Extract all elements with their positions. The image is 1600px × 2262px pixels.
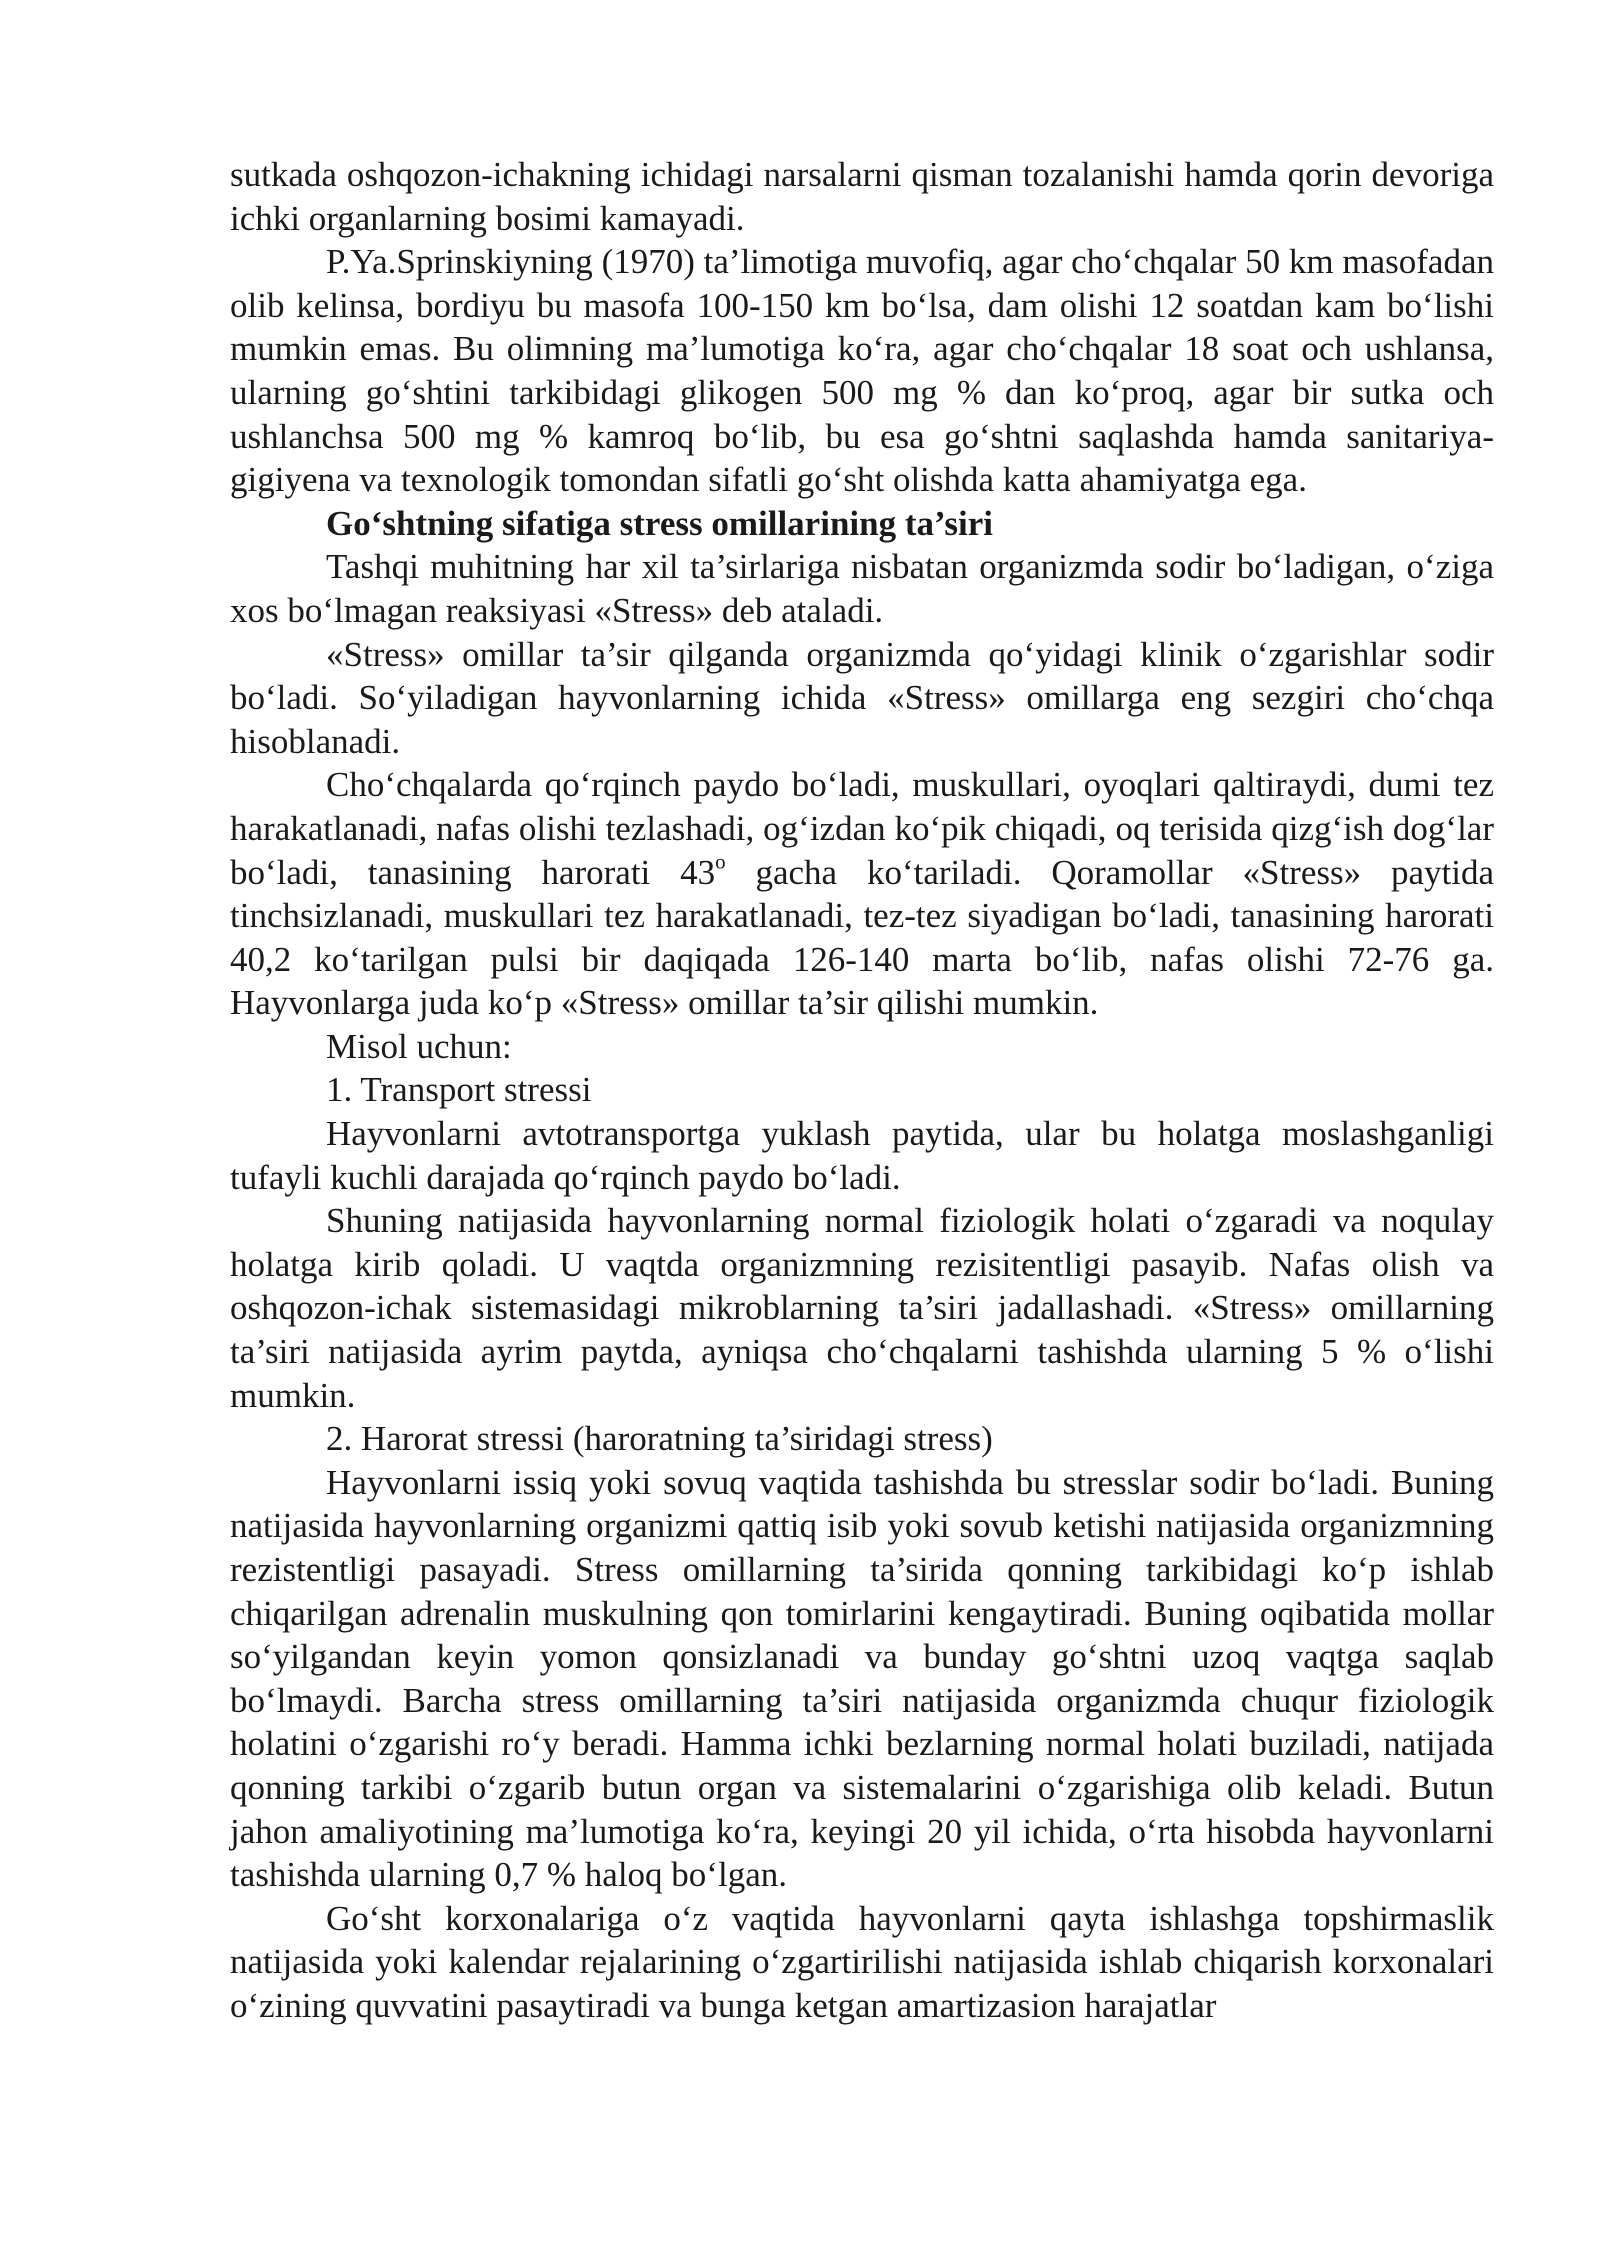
section-heading-stress: Go‘shtning sifatiga stress omillarining ta’siri xyxy=(326,503,993,543)
document-page xyxy=(230,153,1494,2028)
paragraph-continuation: sutkada oshqozon-ichakning ichidagi narsalarni qisman tozalanishi hamda qorin devoriga ichki organlarning bosimi kamayadi. xyxy=(230,155,1494,238)
paragraph-transport-effects: Shuning natijasida hayvonlarning normal fiziologik holati o‘zgaradi va noqulay holatga kirib qoladi. U vaqtda organizmning rezisitentligi pasayib. Nafas olish va oshqozon-ichak sistemasidagi mikroblarning ta’siri jadallashadi. «Stress» omillarning ta’siri natijasida ayrim paytda, ayniqsa cho‘chqalarni tashishda ularning 5 % o‘lishi mumkin. xyxy=(230,1201,1494,1415)
list-item-transport-stress: 1. Transport stressi xyxy=(326,1070,592,1110)
degree-superscript: o xyxy=(715,848,726,873)
paragraph-meat-plants: Go‘sht korxonalariga o‘z vaqtida hayvonlarni qayta ishlashga topshirmaslik natijasida yoki kalendar rejalarining o‘zgartirilishi natijasida ishlab chiqarish korxonalari o‘zining quvvatini pasaytiradi va bunga ketgan amartizasion harajatlar xyxy=(230,1898,1494,2025)
paragraph-temperature-effects: Hayvonlarni issiq yoki sovuq vaqtida tashishda bu stresslar sodir bo‘ladi. Buning natijasida hayvonlarning organizmi qattiq isib yoki sovub ketishi natijasida organizmning rezistentligi pasayadi. Stress omillarning ta’sirida qonning tarkibidagi ko‘p ishlab chiqarilgan adrenalin muskulning qon tomirlarini kengaytiradi. Buning oqibatida mollar so‘yilgandan keyin yomon qonsizlanadi va bunday go‘shtni uzoq vaqtga saqlab bo‘lmaydi. Barcha stress omillarning ta’siri natijasida organizmda chuqur fiziologik holatini o‘zgarishi ro‘y beradi. Hamma ichki bezlarning normal holati buziladi, natijada qonning tarkibi o‘zgarib butun organ va sistemalarini o‘zgarishiga olib keladi. Butun jahon amaliyotining ma’lumotiga ko‘ra, keyingi 20 yil ichida, o‘rta hisobda hayvonlarni tashishda ularning 0,7 % haloq bo‘lgan. xyxy=(230,1462,1494,1895)
paragraph-transport-loading: Hayvonlarni avtotransportga yuklash paytida, ular bu holatga moslashganligi tufayli kuchli darajada qo‘rqinch paydo bo‘ladi. xyxy=(230,1114,1494,1197)
list-item-temperature-stress: 2. Harorat stressi (haroratning ta’siridagi stress) xyxy=(326,1419,993,1459)
paragraph-pig-symptoms xyxy=(230,763,1494,1025)
paragraph-sprinskiy: P.Ya.Sprinskiyning (1970) ta’limotiga muvofiq, agar cho‘chqalar 50 km masofadan olib kelinsa, bordiyu bu masofa 100-150 km bo‘lsa, dam olishi 12 soatdan kam bo‘lishi mumkin emas. Bu olimning ma’lumotiga ko‘ra, agar cho‘chqalar 18 soat och ushlansa, ularning go‘shtini tarkibidagi glikogen 500 mg % dan ko‘proq, agar bir sutka och ushlanchsa 500 mg % kamroq bo‘lib, bu esa go‘shtni saqlashda hamda sanitariya-gigiyena va texnologik tomondan sifatli go‘sht olishda katta ahamiyatga ega. xyxy=(230,242,1494,500)
paragraph-stress-definition: Tashqi muhitning har xil ta’sirlariga nisbatan organizmda sodir bo‘ladigan, o‘ziga xos bo‘lmagan reaksiyasi «Stress» deb ataladi. xyxy=(230,547,1494,630)
paragraph-stress-clinical: «Stress» omillar ta’sir qilganda organizmda qo‘yidagi klinik o‘zgarishlar sodir bo‘ladi. So‘yiladigan hayvonlarning ichida «Stress» omillarga eng sezgiri cho‘chqa hisoblanadi. xyxy=(230,634,1494,761)
paragraph-example-intro: Misol uchun: xyxy=(326,1026,512,1066)
paragraph-pig-symptoms-part2: gacha ko‘tariladi. Qoramollar «Stress» paytida tinchsizlanadi, muskullari tez harakatlanadi, tez-tez siyadigan bo‘ladi, tanasining harorati 40,2 ko‘tarilgan pulsi bir daqiqada 126-140 marta bo‘lib, nafas olishi 72-76 ga. Hayvonlarga juda ko‘p «Stress» omillar ta’sir qilishi mumkin. xyxy=(230,852,1494,1023)
paragraph-pig-symptoms-part1: Cho‘chqalarda qo‘rqinch paydo bo‘ladi, muskullari, oyoqlari qaltiraydi, dumi tez harakatlanadi, nafas olishi tezlashadi, og‘izdan ko‘pik chiqadi, oq terisida qizg‘ish dog‘lar bo‘ladi, tanasining harorati 43 xyxy=(230,765,1494,892)
